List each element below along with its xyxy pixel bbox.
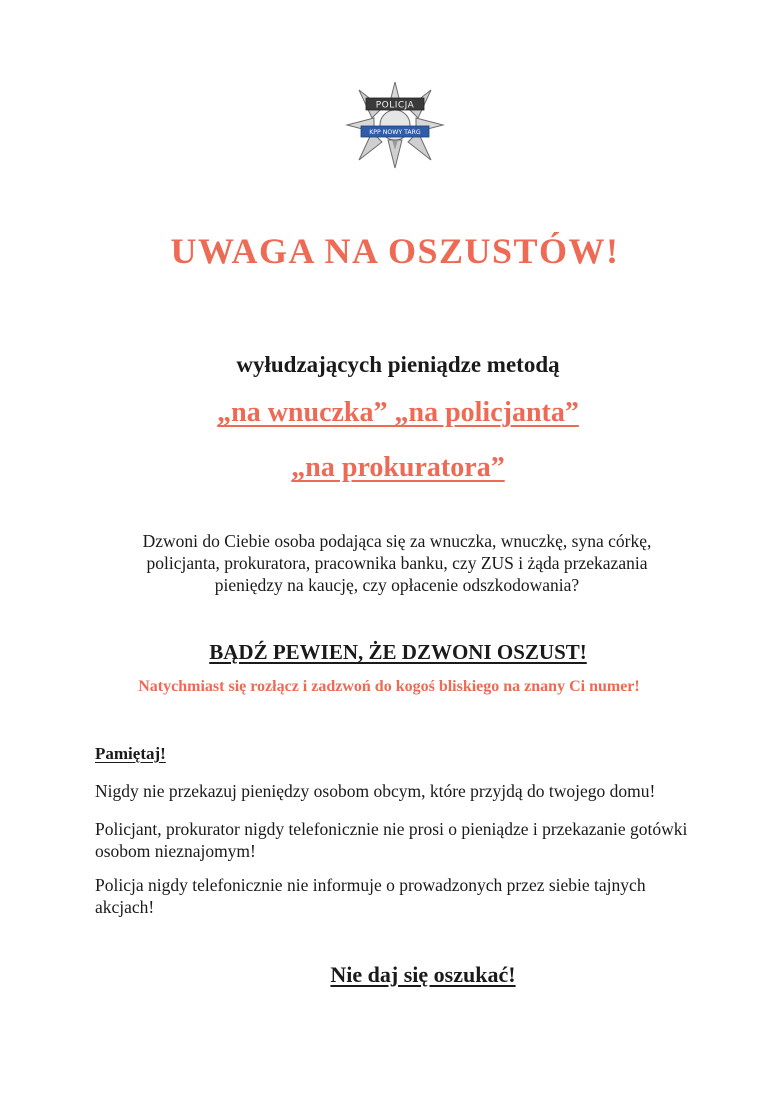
closing-text: Nie daj się oszukać! — [330, 962, 516, 987]
scam-methods-text-2: „na prokuratora” — [291, 452, 505, 483]
subheading: wyłudzających pieniądze metodą — [236, 352, 560, 377]
scam-methods-line-1 — [0, 397, 778, 429]
advice-line: Natychmiast się rozłącz i zadzwoń do kogoś bliskiego na znany Ci numer! — [138, 678, 640, 695]
remember-heading: Pamiętaj! — [95, 744, 166, 763]
badge-top-text: POLICJA — [375, 100, 415, 111]
tip-item: Policja nigdy telefonicznie nie informuje o prowadzonych przez siebie tajnych akcjach! — [95, 875, 646, 917]
warning-text: BĄDŹ PEWIEN, ŻE DZWONI OSZUST! — [209, 640, 587, 664]
scam-methods-line-2 — [0, 452, 778, 484]
headline: UWAGA NA OSZUSTÓW! — [170, 231, 620, 271]
tip-item: Policjant, prokurator nigdy telefonicznie nie prosi o pieniądze i przekazanie gotówki osobom nieznajomym! — [95, 819, 688, 861]
police-badge-icon — [344, 80, 446, 170]
badge-bottom-text: KPP NOWY TARG — [369, 129, 421, 136]
scam-methods-text-1: „na wnuczka” „na policjanta” — [217, 397, 579, 428]
closing-line — [0, 962, 778, 988]
warning-heading — [0, 640, 778, 665]
tip-item: Nigdy nie przekazuj pieniędzy osobom obcym, które przyjdą do twojego domu! — [95, 781, 656, 801]
intro-paragraph: Dzwoni do Ciebie osoba podająca się za wnuczka, wnuczkę, syna córkę, policjanta, prokuratora, pracownika banku, czy ZUS i żąda przekazania pieniędzy na kaucję, czy opłacenie odszkodowania? — [142, 531, 652, 595]
